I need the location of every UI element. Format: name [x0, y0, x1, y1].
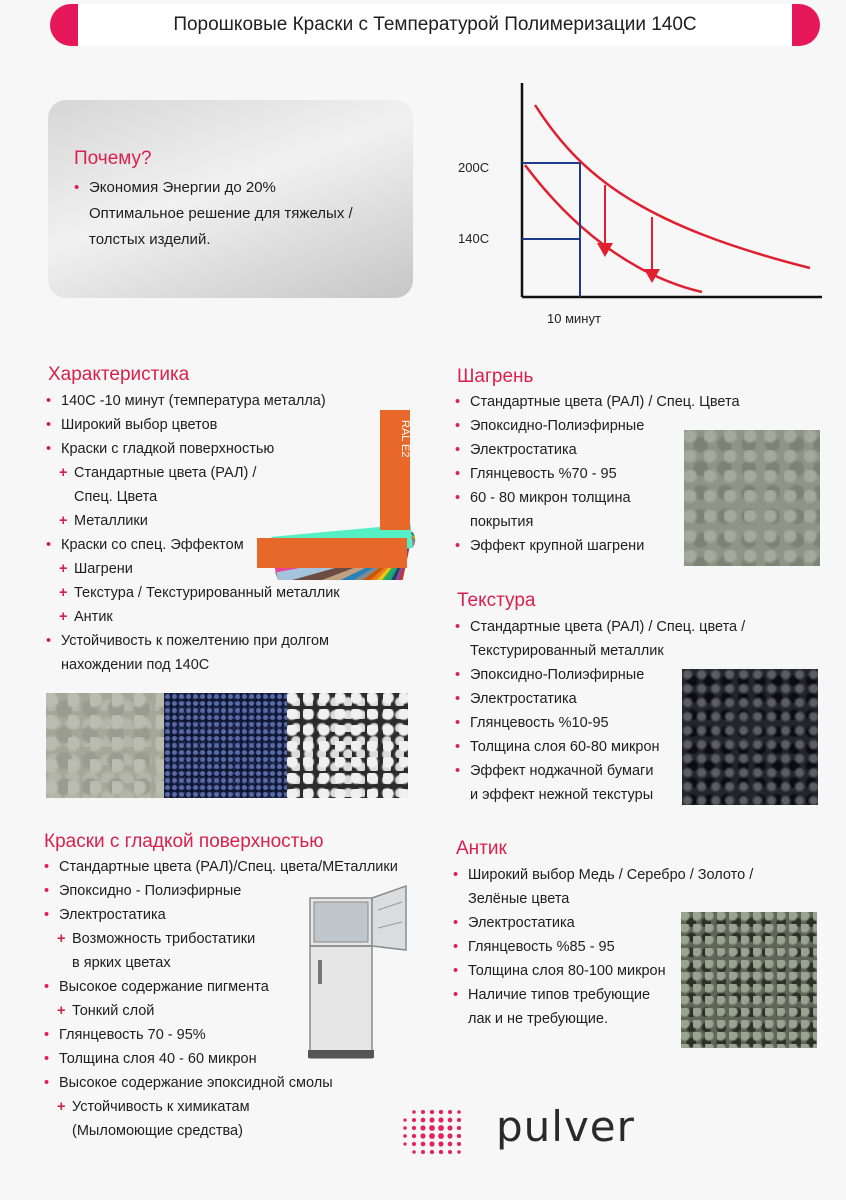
list-item-text: нахождении под 140С	[61, 657, 210, 673]
list-item-text: Широкий выбор цветов	[61, 417, 218, 433]
list-item	[44, 1071, 424, 1095]
bullet-icon: •	[455, 715, 461, 731]
refrigerator-image	[288, 880, 418, 1060]
list-item	[46, 605, 426, 629]
temperature-time-chart	[440, 75, 830, 335]
header-banner	[50, 4, 820, 46]
logo-dot	[438, 1133, 444, 1139]
list-item	[455, 639, 785, 663]
logo-text: pulver	[496, 1102, 635, 1151]
bullet-icon: •	[455, 394, 461, 410]
sample-antique-black-white	[287, 693, 408, 798]
logo-dot	[457, 1150, 461, 1154]
sample-shagren-grey	[46, 693, 164, 798]
fridge-base	[308, 1050, 374, 1058]
bullet-icon: •	[44, 859, 50, 875]
list-item-text: Возможность трибостатики	[72, 931, 256, 947]
label-140c: 140С	[458, 231, 490, 246]
logo-dot	[457, 1134, 461, 1138]
list-item-text: Глянцевость %85 - 95	[468, 939, 615, 955]
list-item-text: Экономия Энергии до 20%	[89, 179, 276, 196]
logo-dot	[438, 1141, 443, 1146]
list-item-text: Спец. Цвета	[74, 489, 158, 505]
label-200c: 200С	[458, 160, 490, 175]
logo-dot	[429, 1133, 435, 1139]
sample-shagren	[684, 430, 820, 566]
bullet-icon: •	[455, 442, 461, 458]
bullet-icon: •	[455, 619, 461, 635]
logo-dot	[412, 1126, 416, 1130]
logo-dot	[403, 1118, 406, 1121]
list-item-continuation	[74, 227, 409, 253]
list-item-text: Краски с гладкой поверхностью	[61, 441, 275, 457]
logo-dot	[412, 1118, 416, 1122]
bullet-icon: •	[453, 915, 459, 931]
logo-dot	[439, 1150, 443, 1154]
curve-200c	[535, 105, 810, 268]
logo-dot	[421, 1118, 426, 1123]
logo-dot	[412, 1134, 416, 1138]
list-item-text: Глянцевость 70 - 95%	[59, 1027, 206, 1043]
list-item	[455, 615, 785, 639]
list-item-text: Краски со спец. Эффектом	[61, 537, 244, 553]
list-item-text: Широкий выбор Медь / Серебро / Золото /	[468, 867, 754, 883]
bullet-icon: •	[455, 667, 461, 683]
sample-texture	[682, 669, 818, 805]
smooth-title: Краски с гладкой поверхностью	[44, 831, 324, 852]
list-item	[453, 887, 793, 911]
bullet-icon: •	[455, 418, 461, 434]
antique-title: Антик	[456, 838, 507, 859]
list-item-text: Электростатика	[470, 691, 577, 707]
list-item	[46, 653, 426, 677]
logo-dot	[447, 1133, 452, 1138]
list-item-text: Зелёные цвета	[468, 891, 570, 907]
plus-icon: +	[57, 1099, 66, 1115]
bullet-icon: •	[453, 867, 459, 883]
bullet-icon: •	[44, 1075, 50, 1091]
list-item-text: Высокое содержание эпоксидной смолы	[59, 1075, 333, 1091]
logo-dot	[403, 1134, 407, 1138]
list-item	[46, 629, 426, 653]
bullet-icon: •	[455, 739, 461, 755]
plus-icon: +	[57, 1003, 66, 1019]
list-item	[74, 201, 409, 227]
logo-dot	[439, 1110, 443, 1114]
list-item-text: Устойчивость к химикатам	[72, 1099, 250, 1115]
plus-icon: +	[57, 931, 66, 947]
logo-dot	[429, 1117, 434, 1122]
list-item-text: лак и не требующие.	[468, 1011, 608, 1027]
list-item-text: Эпоксидно-Полиэфирные	[470, 667, 645, 683]
bullet-icon: •	[455, 466, 461, 482]
list-item	[455, 390, 785, 414]
list-item-text: Толщина слоя 80-100 микрон	[468, 963, 666, 979]
list-item-text: Эффект крупной шагрени	[470, 538, 645, 554]
why-list	[74, 175, 409, 253]
page-title: Порошковые Краски с Температурой Полимеризации 140С	[173, 14, 697, 35]
list-item-text: Устойчивость к пожелтению при долгом	[61, 633, 330, 649]
logo-dot	[421, 1142, 426, 1147]
list-item-text: Текстурированный металлик	[470, 643, 664, 659]
list-item-text: Стандартные цвета (РАЛ) / Спец. Цвета	[470, 394, 740, 410]
logo-dot	[429, 1125, 435, 1131]
fan-label: RAL E2	[399, 420, 411, 458]
label-10min: 10 минут	[547, 311, 601, 326]
list-item-text: Толщина слоя 40 - 60 микрон	[59, 1051, 257, 1067]
logo-dot	[430, 1110, 434, 1114]
logo-dot	[457, 1142, 461, 1146]
logo-dot	[403, 1142, 406, 1145]
list-item-text: Глянцевость %10-95	[470, 715, 609, 731]
list-item-text: Толщина слоя 60-80 микрон	[470, 739, 660, 755]
bullet-icon: •	[453, 939, 459, 955]
bullet-icon: •	[46, 417, 52, 433]
logo-dot	[403, 1126, 407, 1130]
list-item-text: Эпоксидно-Полиэфирные	[470, 418, 645, 434]
bullet-icon: •	[44, 979, 50, 995]
logo-dot	[457, 1118, 461, 1122]
list-item-text: Глянцевость %70 - 95	[470, 466, 617, 482]
ral-color-fan-image	[252, 410, 422, 580]
list-item-text: Текстура / Текстурированный металлик	[74, 585, 340, 601]
plus-icon: +	[59, 585, 68, 601]
logo-dot	[438, 1117, 443, 1122]
bullet-icon: •	[455, 538, 461, 554]
list-item-text: толстых изделий.	[89, 231, 211, 248]
shagren-title: Шагрень	[457, 366, 534, 387]
logo-dot	[457, 1126, 461, 1130]
bullet-icon: •	[46, 441, 52, 457]
list-item-text: 60 - 80 микрон толщина	[470, 490, 631, 506]
sample-texture-blue	[164, 693, 287, 798]
bullet-icon: •	[44, 1027, 50, 1043]
logo-dot	[430, 1150, 434, 1154]
logo-dot	[420, 1133, 425, 1138]
list-item	[46, 581, 426, 605]
logo-dot	[421, 1150, 425, 1154]
bullet-icon: •	[74, 179, 80, 196]
fridge-freezer-inside	[314, 902, 368, 942]
list-item	[44, 855, 424, 879]
list-item-text: Металлики	[74, 513, 148, 529]
list-item-text: в ярких цветах	[72, 955, 171, 971]
logo-dot	[448, 1150, 452, 1154]
bullet-icon: •	[455, 691, 461, 707]
bullet-icon: •	[453, 963, 459, 979]
list-item-text: Электростатика	[59, 907, 166, 923]
plus-icon: +	[59, 465, 68, 481]
pulver-logo	[390, 1102, 680, 1158]
logo-dot	[448, 1110, 452, 1114]
list-item-text: покрытия	[470, 514, 534, 530]
bullet-icon: •	[46, 393, 52, 409]
bullet-icon: •	[44, 907, 50, 923]
logo-dot	[420, 1125, 425, 1130]
list-item	[44, 1119, 424, 1143]
plus-icon: +	[59, 513, 68, 529]
list-item-text: Стандартные цвета (РАЛ)/Спец. цвета/МЕталлики	[59, 859, 398, 875]
list-item-text: Эпоксидно - Полиэфирные	[59, 883, 242, 899]
fan-bottom-card	[257, 538, 407, 568]
logo-dot	[412, 1150, 416, 1154]
curve-140c	[525, 165, 702, 292]
logo-dot	[448, 1118, 453, 1123]
logo-dot	[429, 1141, 434, 1146]
logo-dot	[447, 1125, 452, 1130]
logo-dot	[438, 1125, 444, 1131]
list-item-text: Антик	[74, 609, 113, 625]
header-inner	[78, 4, 792, 46]
list-item	[453, 863, 793, 887]
list-item-text: Стандартные цвета (РАЛ) / Спец. цвета /	[470, 619, 746, 635]
fan-strips	[257, 522, 415, 580]
list-item-text: Тонкий слой	[72, 1003, 155, 1019]
why-box	[48, 100, 413, 298]
list-item-text: Наличие типов требующие	[468, 987, 651, 1003]
list-item	[74, 175, 409, 201]
list-item-text: 140С -10 минут (температура металла)	[61, 393, 326, 409]
logo-dots-icon	[390, 1108, 470, 1158]
logo-dot	[457, 1110, 461, 1114]
list-item-text: и эффект нежной текстуры	[470, 787, 654, 803]
fridge-handle	[318, 960, 322, 984]
logo-dot	[412, 1142, 416, 1146]
bullet-icon: •	[46, 633, 52, 649]
characteristics-title: Характеристика	[48, 364, 190, 385]
fridge-open-door	[372, 886, 406, 950]
texture-title: Текстура	[457, 590, 536, 611]
list-item-text: Электростатика	[470, 442, 577, 458]
bullet-icon: •	[455, 490, 461, 506]
bullet-icon: •	[46, 537, 52, 553]
logo-dot	[421, 1110, 425, 1114]
list-item-text: Электростатика	[468, 915, 575, 931]
list-item	[44, 1095, 424, 1119]
list-item-text: Эффект ноджачной бумаги	[470, 763, 654, 779]
plus-icon: +	[59, 561, 68, 577]
bullet-icon: •	[44, 1051, 50, 1067]
logo-dot	[448, 1142, 453, 1147]
bullet-icon: •	[44, 883, 50, 899]
why-title: Почему?	[74, 148, 152, 169]
bullet-icon: •	[455, 763, 461, 779]
bullet-icon: •	[453, 987, 459, 1003]
list-item-text: (Мыломоющие средства)	[72, 1123, 243, 1139]
list-item-text: Оптимальное решение для тяжелых /	[89, 205, 353, 222]
plus-icon: +	[59, 609, 68, 625]
logo-dot	[412, 1110, 416, 1114]
list-item-text: Стандартные цвета (РАЛ) /	[74, 465, 257, 481]
list-item-text: Высокое содержание пигмента	[59, 979, 269, 995]
sample-antique	[681, 912, 817, 1048]
list-item-text: Шагрени	[74, 561, 133, 577]
